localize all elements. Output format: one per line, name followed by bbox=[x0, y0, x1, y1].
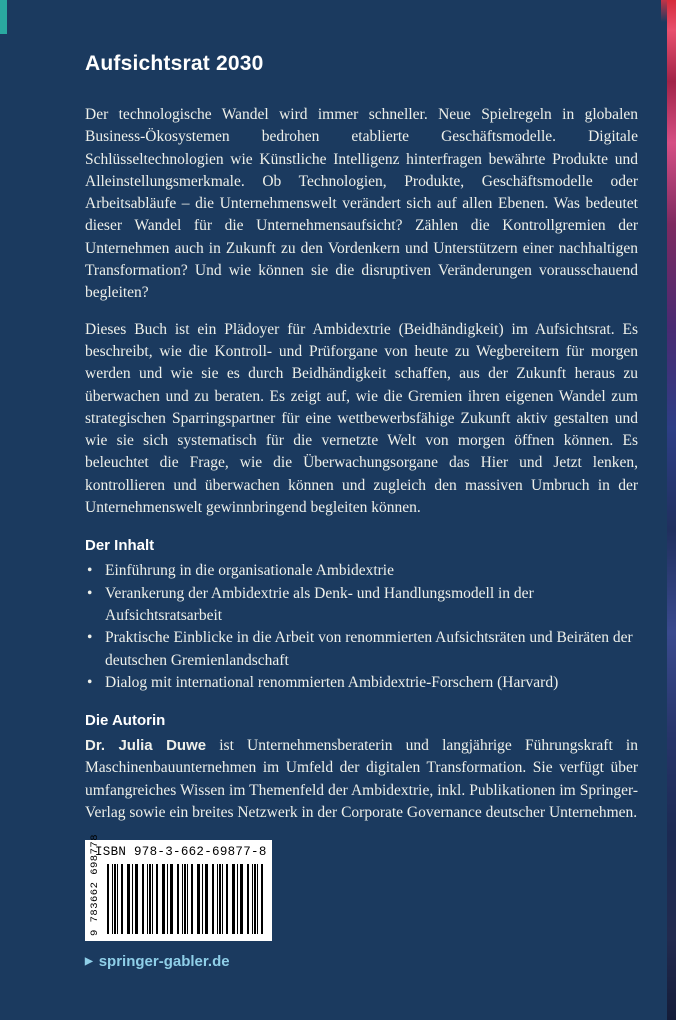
blurb-paragraph-1: Der technologische Wandel wird immer schneller. Neue Spielregeln in globalen Business-Ökosystemen bedrohen etablierte Geschäftsmodelle. Digitale Schlüsseltechnologien wie Künstliche Intelligenz hinterfragen bewährte Produkte und Alleinstellungsmerkmale. Ob Technologien, Produkte, Geschäftsmodelle oder Arbeitsabläufe – die Unternehmenswelt verändert sich auf allen Ebenen. Was bedeutet dieser Wandel für die Unternehmensaufsicht? Zählen die Kontrollgremien der Unternehmen auch in Zukunft zu den Vordenkern und Unterstützern einer nachhaltigen Transformation? Und wie können sie die disruptiven Veränderungen vorausschauend begleiten? bbox=[85, 106, 638, 302]
author-name: Dr. Julia Duwe bbox=[85, 737, 207, 755]
blurb-paragraph-2: Dieses Buch ist ein Plädoyer für Ambidextrie (Beidhändigkeit) im Aufsichtsrat. Es beschreibt, wie die Kontroll- und Prüforgane von heute zu Wegbereitern für morgen werden und wie sie es durch Beidhändigkeit schaffen, aus der Zukunft heraus zu überwachen und zu beraten. Es zeigt auf, wie die Gremien ihren eigenen Wandel zum strategischen Sparringspartner für eine wettbewerbsfähige Zukunft aktiv gestalten und wie sie sich systematisch für die vernetzte Welt von morgen öffnen können. Es beleuchtet die Frage, wie die Überwachungsorgane das Hier und Jetzt lenken, kontrollieren und überwachen können und zugleich den massiven Umbruch in der Unternehmenswelt gewinnbringend begleiten können. bbox=[85, 320, 638, 517]
book-title: Aufsichtsrat 2030 bbox=[85, 52, 264, 75]
publisher-link[interactable] bbox=[85, 953, 230, 970]
back-cover-text bbox=[85, 52, 638, 824]
ean-digits: 9 783662 698778 bbox=[89, 833, 101, 936]
contents-item: • Dialog mit international renommierten Ambidextrie-Forschern (Harvard) bbox=[85, 672, 638, 694]
arrow-icon: ▶ bbox=[85, 955, 93, 967]
cover-edge-image-strip bbox=[667, 0, 676, 1020]
publisher-site-label: springer-gabler.de bbox=[98, 953, 230, 970]
contents-item: • Verankerung der Ambidextrie als Denk- und Handlungsmodell in der Aufsichtsratsarbeit bbox=[85, 583, 638, 628]
author-bio bbox=[85, 735, 638, 824]
contents-item: • Einführung in die organisationale Ambidextrie bbox=[85, 560, 638, 582]
isbn-barcode-box bbox=[85, 833, 272, 941]
spine-corner-mark bbox=[0, 0, 7, 34]
author-bio-text: ist Unternehmensberaterin und langjährige Führungskraft in Maschinenbauunternehmen im Umfeld der digitalen Transformation. Sie verfügt über umfangreiches Wissen im Themenfeld der Ambidextrie, inkl. Publikationen im Springer-Verlag sowie ein breites Netzwerk in der Corporate Governance deutscher Unternehmen. bbox=[85, 737, 638, 822]
barcode bbox=[107, 864, 263, 934]
contents-item: • Praktische Einblicke in die Arbeit von renommierten Aufsichtsräten und Beiräten der deutschen Gremienlandschaft bbox=[85, 627, 638, 672]
author-heading: Die Autorin bbox=[85, 712, 166, 730]
isbn-label: ISBN 978-3-662-69877-8 bbox=[95, 845, 267, 859]
contents-list bbox=[85, 560, 638, 694]
contents-heading: Der Inhalt bbox=[85, 537, 155, 555]
